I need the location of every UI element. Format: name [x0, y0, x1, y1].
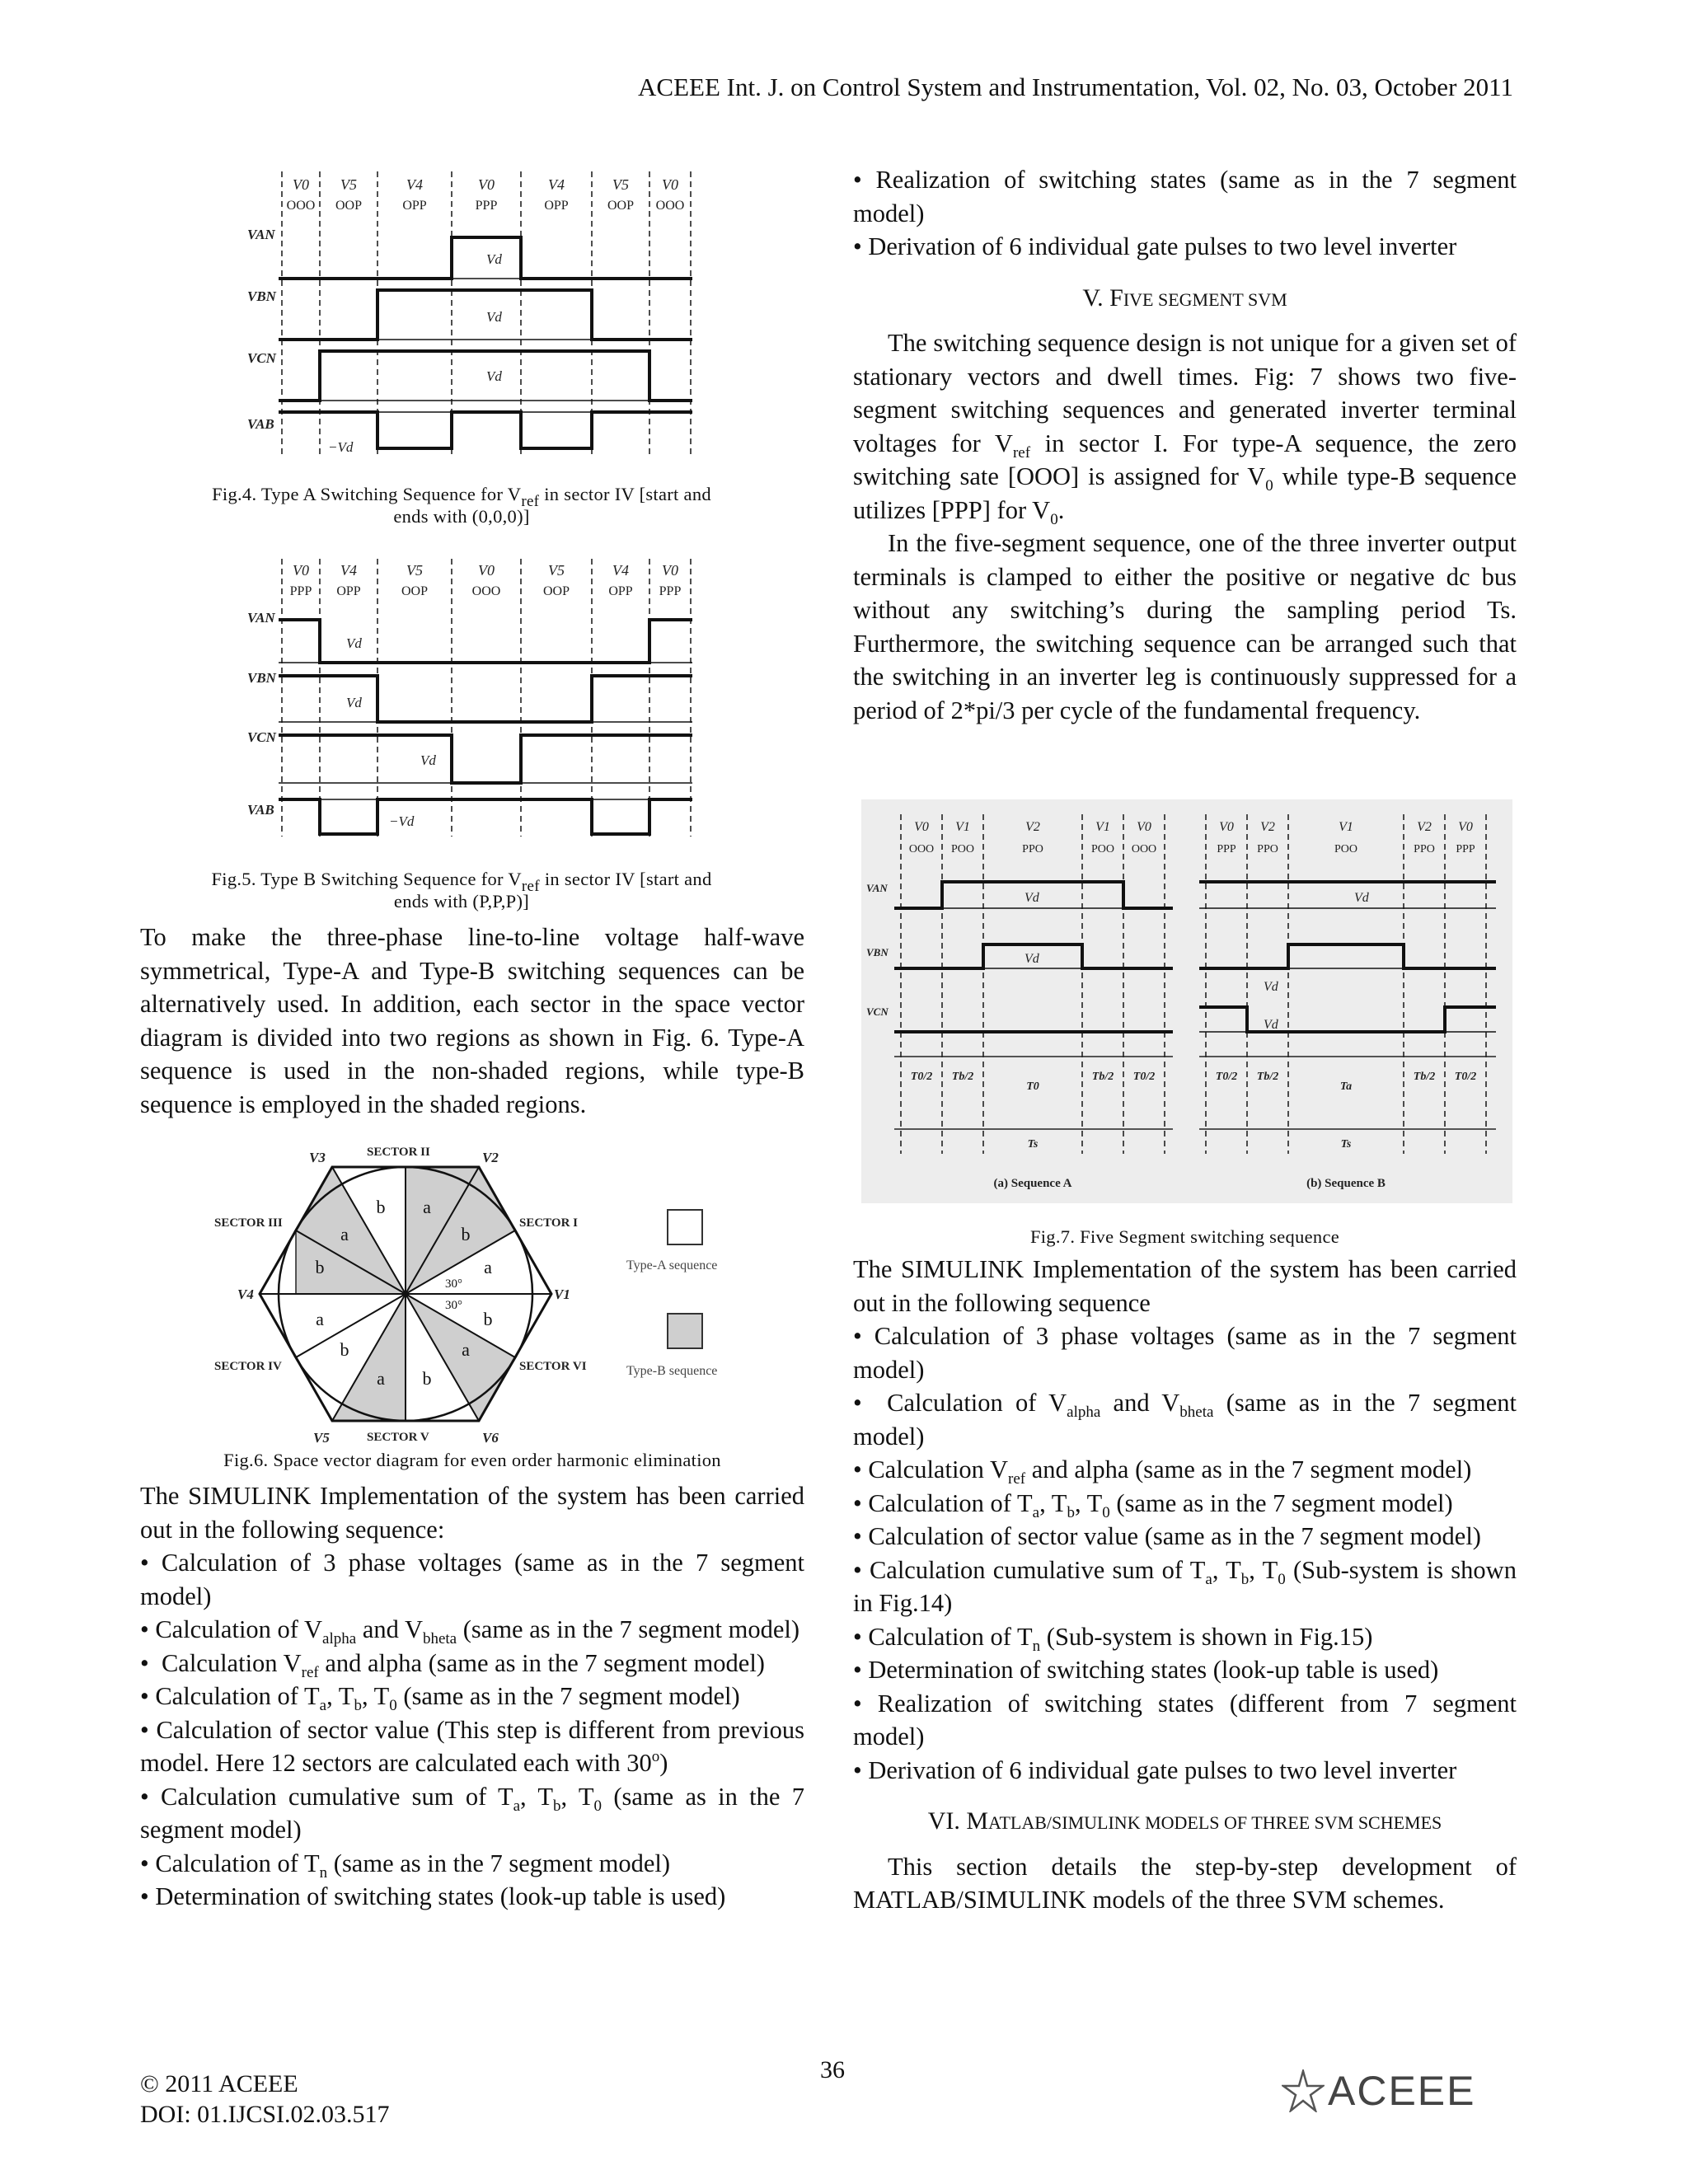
fig7-b-time-2: Tb/2	[1256, 1071, 1279, 1083]
fig7-a-state-1: V0	[914, 820, 929, 834]
left-bullet-1: • Calculation of 3 phase voltages (same as in the 7 segment model)	[140, 1546, 804, 1613]
fig5-caption: Fig.5. Type B Switching Sequence for $V_{ref}$ in sector IV [start and ends with (P,P,P)]	[211, 869, 712, 912]
fig6-sector-5: SECTOR V	[367, 1431, 429, 1444]
footer-copyright: © 2011 ACEEE	[140, 2070, 298, 2097]
fig4-code-3: OPP	[402, 199, 427, 213]
right-top-bullet-2: • Derivation of 6 individual gate pulses to two level inverter	[853, 230, 1517, 264]
fig6-vector-v4: V4	[237, 1286, 254, 1302]
fig4-level-2: Vd	[486, 309, 502, 325]
fig4-state-4: V0	[478, 176, 495, 193]
left-bullet-7: • Calculation of $T_n$ (same as in the 7 segment model)	[140, 1847, 804, 1881]
right-bullet-6: • Calculation cumulative sum of $T_a$, $T_b$, $T_0$ (Sub-system is shown in Fig.14)	[853, 1554, 1517, 1620]
footer-logo	[1282, 2067, 1476, 2115]
journal-header: ACEEE Int. J. on Control System and Instrumentation, Vol. 02, No. 03, October 2011	[638, 73, 1513, 101]
fig7-b-state-3: V1	[1339, 820, 1353, 834]
fig4-state-2: V5	[340, 176, 357, 193]
fig6-legend-b-text: Type-B sequence	[626, 1364, 718, 1378]
right-simulink-list	[853, 1253, 1517, 1917]
fig7-a-code-3: PPO	[1022, 843, 1043, 855]
fig7-b-time-3: Ta	[1339, 1080, 1353, 1093]
fig5-row-vcn: VCN	[247, 729, 276, 745]
fig7-b-state-5: V0	[1458, 820, 1473, 834]
right-top-bullet-1: • Realization of switching states (same as in the 7 segment model)	[853, 163, 1517, 230]
right-bullet-7: • Calculation of $T_n$ (Sub-system is shown in Fig.15)	[853, 1620, 1517, 1654]
fig7-b-level-2: Vd	[1264, 980, 1278, 994]
fig4-state-7: V0	[662, 176, 678, 193]
left-simulink-list	[140, 1479, 804, 1914]
star-logo-icon	[1282, 2069, 1325, 2112]
fig4-state-1: V0	[293, 176, 309, 193]
fig7-a-code-2: POO	[950, 843, 975, 855]
fig7-a-time-3: T0	[1026, 1080, 1039, 1093]
fig4-level-3: Vd	[486, 368, 502, 384]
fig7-a-state-3: V2	[1025, 820, 1040, 834]
fig6-vector-v3: V3	[309, 1150, 326, 1165]
fig7-a-level-1: Vd	[1025, 891, 1039, 905]
fig7-a-time-4: Tb/2	[1091, 1071, 1114, 1083]
right-bullet-4: • Calculation of $T_a$, $T_b$, $T_0$ (same as in the 7 segment model)	[853, 1487, 1517, 1521]
fig7-caption: Fig.7. Five Segment switching sequence	[1029, 1226, 1340, 1247]
fig7-b-time-4: Tb/2	[1413, 1071, 1436, 1083]
fig7-a-period: Ts	[1027, 1138, 1039, 1151]
fig7-a-state-2: V1	[955, 820, 970, 834]
right-bullet-9: • Realization of switching states (different from 7 segment model)	[853, 1687, 1517, 1754]
fig7-a-time-2: Tb/2	[951, 1071, 974, 1083]
fig6-space-vector-diagram	[198, 1137, 775, 1451]
fig6-region-b3: b	[315, 1257, 325, 1277]
left-bullet-5: • Calculation of sector value (This step is different from previous model. Here 12 sectors are calculated each with 30$^o$)	[140, 1713, 804, 1780]
right-bullet-3: • Calculation $V_{ref}$ and alpha (same as in the 7 segment model)	[853, 1453, 1517, 1487]
fig5-code-5: OOP	[542, 584, 570, 598]
fig5-code-2: OPP	[336, 584, 361, 598]
footer-doi: DOI: 01.IJCSI.02.03.517	[140, 2101, 390, 2128]
fig7-b-time-5: T0/2	[1454, 1071, 1477, 1083]
fig6-region-a2: a	[340, 1224, 349, 1244]
fig6-legend-a-text: Type-A sequence	[626, 1258, 718, 1272]
right-intro: The SIMULINK Implementation of the system has been carried out in the following sequence	[853, 1255, 1517, 1317]
left-bullet-4: • Calculation of $T_a$, $T_b$, $T_0$ (same as in the 7 segment model)	[140, 1680, 804, 1713]
right-top-text	[853, 163, 1517, 727]
right-bullet-10: • Derivation of 6 individual gate pulses to two level inverter	[853, 1754, 1517, 1788]
fig6-region-b6: b	[483, 1309, 493, 1329]
fig6-vector-v1: V1	[554, 1286, 570, 1302]
fig5-row-vbn: VBN	[247, 670, 276, 686]
fig6-sector-1: SECTOR I	[519, 1216, 579, 1230]
fig6-vector-v6: V6	[482, 1430, 499, 1446]
fig4-state-6: V5	[612, 176, 629, 193]
fig6-sector-3: SECTOR III	[214, 1216, 283, 1230]
fig5-code-6: OPP	[608, 584, 633, 598]
fig5-code-1: PPP	[289, 584, 312, 598]
fig6-legend-a-swatch	[668, 1210, 702, 1244]
fig6-caption: Fig.6. Space vector diagram for even order harmonic elimination	[223, 1450, 721, 1470]
fig4-state-5: V4	[548, 176, 565, 193]
fig4-code-5: OPP	[544, 199, 569, 213]
fig7-b-state-2: V2	[1260, 820, 1275, 834]
fig4-level-4: −Vd	[328, 439, 354, 455]
fig6-region-a6: a	[484, 1257, 492, 1277]
fig6-region-b5: b	[422, 1368, 432, 1389]
fig6-sector-2: SECTOR II	[367, 1146, 430, 1159]
fig5-level-1: Vd	[346, 635, 362, 651]
fig7-b-level-1: Vd	[1354, 891, 1369, 905]
left-intro: The SIMULINK Implementation of the system has been carried out in the following sequence:	[140, 1482, 804, 1544]
fig4-code-2: OOP	[335, 199, 363, 213]
fig7-seq-b-label: (b) Sequence B	[1306, 1177, 1386, 1190]
left-paragraph: To make the three-phase line-to-line voltage half-wave symmetrical, Type-A and Type-B switching sequences can be alternatively used. In addition, each sector in the space vector diagram is divided into two regions as shown in Fig. 6. Type-A sequence is used in the non-shaded regions, while type-B sequence is employed in the shaded regions.	[140, 923, 804, 1118]
page-number: 36	[820, 2056, 845, 2083]
fig7-b-state-1: V0	[1219, 820, 1234, 834]
left-bullet-3: • Calculation $V_{ref}$ and alpha (same as in the 7 segment model)	[140, 1647, 804, 1680]
fig6-sector-6: SECTOR VI	[519, 1360, 587, 1373]
fig5-code-7: PPP	[659, 584, 682, 598]
fig4-state-3: V4	[406, 176, 423, 193]
fig6-angle-2: 30°	[445, 1299, 462, 1312]
fig4-row-vbn: VBN	[247, 288, 276, 304]
fig5-state-6: V4	[612, 562, 629, 579]
footer-left	[140, 2069, 390, 2130]
section-6-heading: VI. MATLAB/SIMULINK MODELS OF THREE SVM SCHEMES	[927, 1807, 1442, 1835]
fig6-vector-v5: V5	[313, 1430, 330, 1446]
fig6-legend-b-swatch	[668, 1314, 702, 1348]
fig7-seq-a-label: (a) Sequence A	[993, 1177, 1072, 1190]
fig4-code-4: PPP	[475, 199, 498, 213]
fig7-b-state-4: V2	[1417, 820, 1432, 834]
fig5-state-5: V5	[548, 562, 565, 579]
fig5-state-3: V5	[406, 562, 423, 579]
fig4-level-1: Vd	[486, 251, 502, 267]
fig6-region-b4: b	[340, 1339, 349, 1360]
fig5-level-2: Vd	[346, 695, 362, 710]
fig5-state-2: V4	[340, 562, 357, 579]
left-bullet-6: • Calculation cumulative sum of $T_a$, $T_b$, $T_0$ (same as in the 7 segment model)	[140, 1780, 804, 1847]
fig5-code-4: OOO	[471, 584, 501, 598]
fig6-region-a3: a	[316, 1309, 324, 1329]
fig7-b-level-3: Vd	[1264, 1018, 1278, 1032]
left-bullet-2: • Calculation of $V_{alpha}$ and $V_{bheta}$ (same as in the 7 segment model)	[140, 1613, 804, 1647]
fig7-a-code-4: POO	[1090, 843, 1115, 855]
fig7-b-code-4: PPO	[1414, 843, 1435, 855]
fig7-b-code-5: PPP	[1456, 843, 1475, 855]
fig7-b-period: Ts	[1340, 1138, 1352, 1151]
right-para-1: The switching sequence design is not unique for a given set of stationary vectors and dwell times. Fig: 7 shows two five-segment switching sequences and generated inverter terminal voltages for $V_{ref}$ in sector I. For type-A sequence, the zero switching sate [OOO] is assigned for $V_0$ while type-B sequence utilizes [PPP] for $V_0$.	[853, 329, 1517, 528]
fig5-switching-diagram	[239, 552, 701, 841]
fig4-row-vab: VAB	[247, 416, 274, 432]
fig5-level-3: Vd	[420, 752, 436, 768]
fig4-row-vcn: VCN	[247, 350, 276, 366]
fig7-five-segment-diagram	[861, 799, 1512, 1203]
fig4-code-6: OOP	[607, 199, 635, 213]
fig6-region-a1: a	[423, 1197, 431, 1217]
fig7-background	[861, 799, 1512, 1203]
fig6-shade-6	[406, 1294, 515, 1421]
fig5-state-1: V0	[293, 562, 309, 579]
fig5-level-4: −Vd	[389, 813, 415, 829]
fig6-region-a4: a	[377, 1368, 385, 1389]
fig6-region-b2: b	[461, 1224, 471, 1244]
fig7-a-time-5: T0/2	[1132, 1071, 1156, 1083]
fig6-sector-4: SECTOR IV	[214, 1360, 282, 1373]
fig7-a-level-2: Vd	[1025, 952, 1039, 966]
logo-text: ACEEE	[1328, 2068, 1476, 2114]
fig4-caption: Fig.4. Type A Switching Sequence for $V_{ref}$ in sector IV [start and ends with (0,0,0)]	[212, 484, 711, 527]
fig4-code-7: OOO	[655, 199, 685, 213]
fig7-b-code-3: POO	[1334, 843, 1358, 855]
fig7-a-code-5: OOO	[1131, 843, 1157, 855]
section-5-heading: V. FIVE SEGMENT SVM	[1082, 284, 1287, 312]
fig4-row-van: VAN	[247, 227, 275, 242]
fig4-switching-diagram	[239, 165, 701, 462]
fig7-row-vcn: VCN	[866, 1005, 889, 1018]
right-bullet-2: • Calculation of $V_{alpha}$ and $V_{bheta}$ (same as in the 7 segment model)	[853, 1386, 1517, 1453]
fig6-vector-v2: V2	[482, 1150, 499, 1165]
fig5-code-3: OOP	[401, 584, 429, 598]
fig5-row-vab: VAB	[247, 802, 274, 818]
right-bullet-1: • Calculation of 3 phase voltages (same as in the 7 segment model)	[853, 1319, 1517, 1386]
fig5-state-4: V0	[478, 562, 495, 579]
fig6-angle-1: 30°	[445, 1277, 462, 1291]
fig7-a-code-1: OOO	[908, 843, 935, 855]
fig7-a-time-1: T0/2	[910, 1071, 933, 1083]
fig6-region-b1: b	[376, 1197, 386, 1217]
left-bullet-8: • Determination of switching states (look-up table is used)	[140, 1880, 804, 1914]
fig7-b-time-1: T0/2	[1215, 1071, 1238, 1083]
right-bullet-8: • Determination of switching states (look-up table is used)	[853, 1653, 1517, 1687]
fig7-a-state-5: V0	[1137, 820, 1151, 834]
fig6-region-a5: a	[462, 1339, 470, 1360]
right-para-2: In the five-segment sequence, one of the three inverter output terminals is clamped to either the positive or negative dc bus without any switching’s during the sampling period Ts. Furthermore, the switching sequence can be arranged such that the switching in an inverter leg is continuously suppressed for a period of 2*pi/3 per cycle of the fundamental frequency.	[853, 529, 1517, 724]
fig7-a-state-4: V1	[1095, 820, 1110, 834]
fig4-code-1: OOO	[286, 199, 316, 213]
right-para-3: This section details the step-by-step development of MATLAB/SIMULINK models of the three SVM schemes.	[853, 1852, 1517, 1914]
fig5-state-7: V0	[662, 562, 678, 579]
fig7-row-vbn: VBN	[866, 946, 889, 958]
fig7-row-van: VAN	[866, 882, 888, 894]
fig7-b-code-2: PPO	[1257, 843, 1278, 855]
fig7-b-code-1: PPP	[1217, 843, 1236, 855]
right-bullet-5: • Calculation of sector value (same as in the 7 segment model)	[853, 1520, 1517, 1554]
fig5-row-van: VAN	[247, 610, 275, 626]
